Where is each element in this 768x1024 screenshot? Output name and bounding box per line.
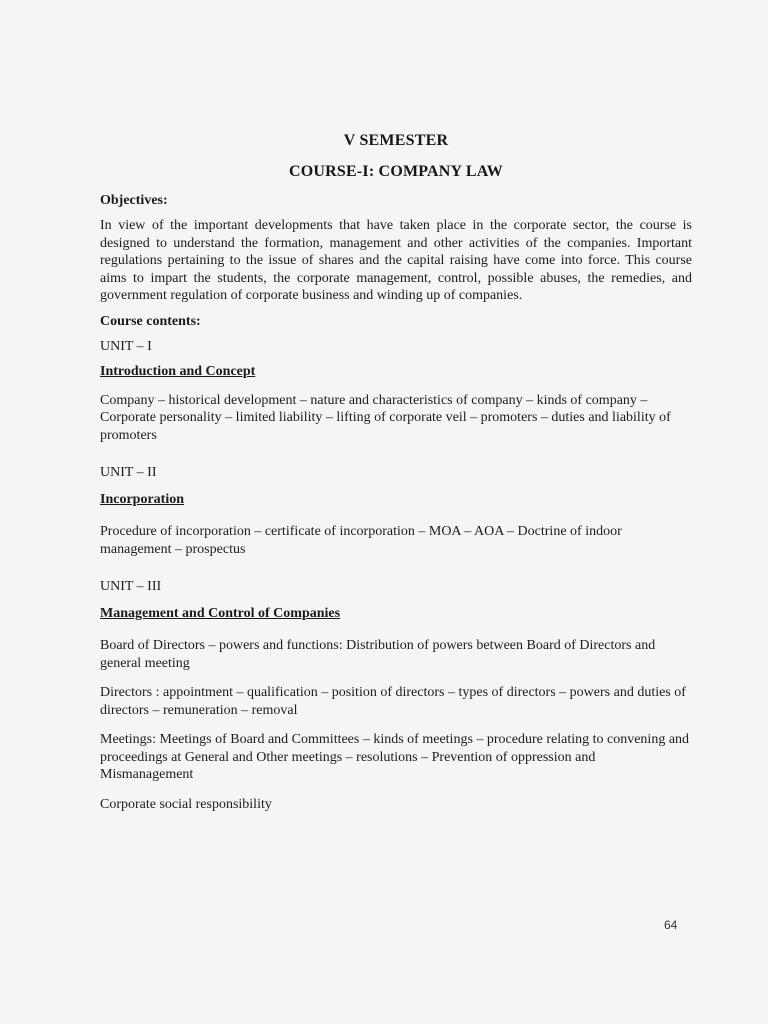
page-number: 64	[664, 918, 678, 932]
page-content	[100, 128, 692, 813]
unit-3-label: UNIT – III	[100, 579, 162, 594]
unit-2-label: UNIT – II	[100, 465, 157, 480]
unit-3-topics-meetings: Meetings: Meetings of Board and Committees – kinds of meetings – procedure relating to convening and proceedings at General and Other meetings – resolutions – Prevention of oppression and Mismanagement	[100, 732, 690, 782]
unit-3-topics-directors: Directors : appointment – qualification – position of directors – types of directors – powers and duties of directors – remuneration – removal	[100, 685, 686, 718]
objectives-label: Objectives:	[100, 193, 168, 208]
unit-2-title: Incorporation	[100, 492, 184, 507]
course-heading: COURSE-I: COMPANY LAW	[289, 163, 503, 180]
unit-1-topics: Company – historical development – nature and characteristics of company – kinds of company – Corporate personality – limited liability – lifting of corporate veil – promoters – duties and liability of promoters	[100, 392, 671, 443]
unit-3-topics-board: Board of Directors – powers and functions: Distribution of powers between Board of Directors and general meeting	[100, 638, 656, 671]
objectives-text: In view of the important developments that have taken place in the corporate sector, the course is designed to understand the formation, management and other activities of the companies. Important regulations pertaining to the issue of shares and the capital raising have come into force. This course aims to impart the students, the corporate management, control, possible abuses, the remedies, and government regulation of corporate business and winding up of companies.	[100, 218, 692, 303]
course-contents-label: Course contents:	[100, 313, 201, 329]
unit-3-title: Management and Control of Companies	[100, 606, 341, 621]
unit-2-topics: Procedure of incorporation – certificate of incorporation – MOA – AOA – Doctrine of indoor management – prospectus	[100, 524, 622, 557]
semester-heading: V SEMESTER	[343, 132, 449, 149]
unit-1-title: Introduction and Concept	[100, 363, 256, 379]
unit-3-topics-csr: Corporate social responsibility	[100, 796, 272, 812]
unit-1-label: UNIT – I	[100, 338, 152, 354]
